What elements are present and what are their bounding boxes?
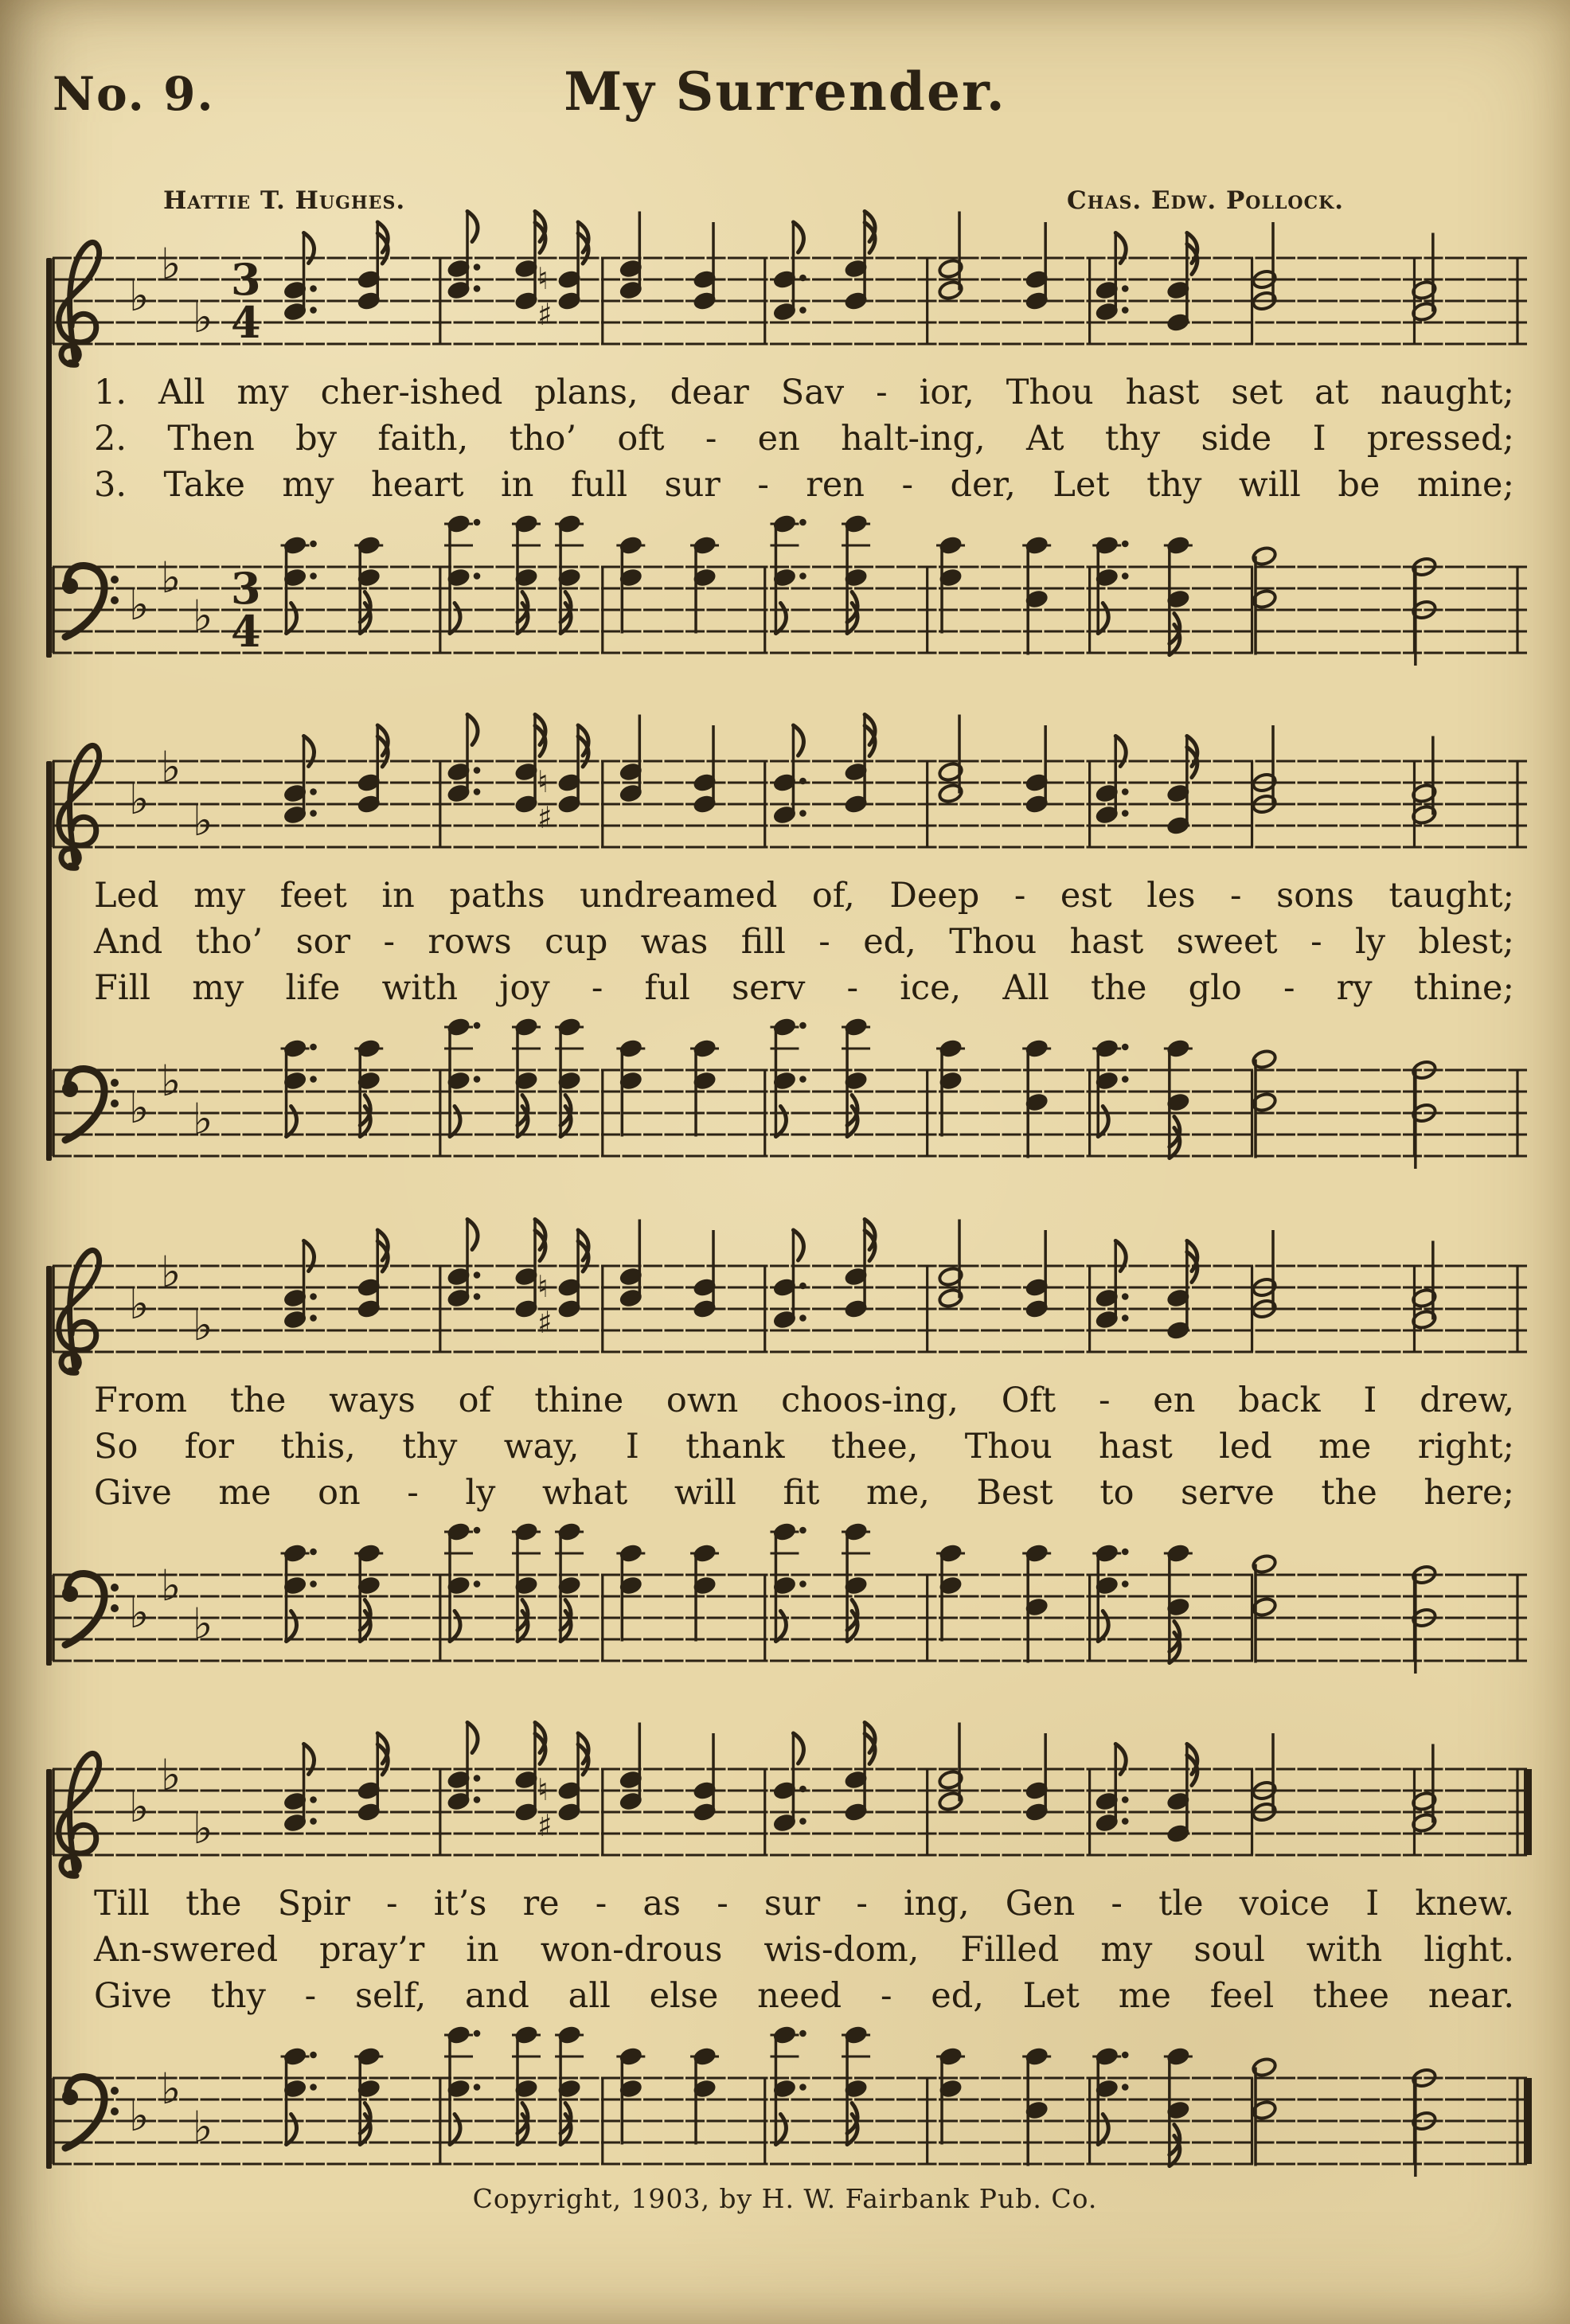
- svg-text:♭: ♭: [129, 271, 150, 321]
- svg-text:♭: ♭: [161, 239, 182, 289]
- svg-text:♭: ♭: [129, 1588, 150, 1638]
- treble-clef-icon: [59, 1250, 100, 1373]
- page-title: My Surrender.: [564, 61, 1006, 123]
- treble-staff: [41, 712, 1538, 871]
- svg-text:♭: ♭: [193, 795, 213, 846]
- hymn-number: No. 9.: [53, 67, 215, 121]
- treble-staff-lines: [53, 761, 1527, 847]
- notes: [283, 1723, 1437, 1844]
- system-barline: [46, 1769, 52, 2169]
- key-signature: [129, 742, 213, 846]
- lyricist-credit: Hattie T. Hughes.: [163, 186, 406, 215]
- bass-clef-icon: [62, 1068, 119, 1140]
- svg-text:♭: ♭: [193, 292, 213, 342]
- svg-text:♮: ♮: [537, 261, 549, 296]
- copyright-notice: Copyright, 1903, by H. W. Fairbank Pub. Co.: [472, 2183, 1098, 2214]
- svg-text:♭: ♭: [193, 1300, 213, 1350]
- bass-clef-icon: [62, 1573, 119, 1645]
- system-barline: [46, 1266, 52, 1666]
- notes: [283, 212, 1437, 333]
- treble-clef-icon: [59, 242, 100, 365]
- svg-text:♭: ♭: [193, 1599, 213, 1649]
- svg-text:♭: ♭: [161, 1560, 182, 1611]
- treble-staff-lines: [53, 1266, 1527, 1352]
- bass-staff: [41, 2022, 1538, 2205]
- lyric-line: So for this, thy way, I thank thee, Thou hast led me right;: [94, 1427, 1514, 1467]
- svg-text:♭: ♭: [161, 1750, 182, 1800]
- treble-clef-icon: [59, 1753, 100, 1876]
- bass-clef-icon: [62, 565, 119, 637]
- lyric-line: 2. Then by faith, tho’ oft - en halt-ing, At thy side I pressed;: [94, 419, 1514, 459]
- svg-text:♭: ♭: [193, 1094, 213, 1144]
- time-signature: [231, 254, 261, 348]
- bass-staff: [41, 1014, 1538, 1197]
- lyric-line: Give me on - ly what will fit me, Best to serve the here;: [94, 1473, 1514, 1513]
- svg-text:♯: ♯: [537, 1808, 553, 1843]
- treble-staff-lines: [53, 258, 1527, 344]
- notes: [283, 1220, 1437, 1341]
- composer-credit: Chas. Edw. Pollock.: [1067, 186, 1344, 215]
- hymn-system-1: [0, 209, 1570, 694]
- svg-text:♭: ♭: [161, 1056, 182, 1106]
- svg-text:♭: ♭: [193, 2102, 213, 2152]
- lyric-line: Till the Spir - it’s re - as - sur - ing, Gen - tle voice I knew.: [94, 1884, 1514, 1924]
- svg-text:♯: ♯: [537, 800, 553, 835]
- hymn-system-2: [0, 712, 1570, 1197]
- svg-text:3: 3: [231, 563, 261, 614]
- svg-text:♯: ♯: [537, 297, 553, 332]
- treble-staff-lines: [53, 1769, 1527, 1855]
- svg-text:♭: ♭: [129, 1279, 150, 1329]
- system-barline: [46, 258, 52, 658]
- svg-text:♭: ♭: [193, 591, 213, 641]
- lyrics-block: [94, 1377, 1514, 1516]
- svg-text:♯: ♯: [537, 1305, 553, 1340]
- notes: [281, 514, 1438, 666]
- time-signature: [231, 563, 261, 657]
- lyric-line: Fill my life with joy - ful serv - ice, All the glo - ry thine;: [94, 968, 1514, 1008]
- svg-text:4: 4: [231, 606, 261, 657]
- lyric-line: And tho’ sor - rows cup was fill - ed, Thou hast sweet - ly blest;: [94, 922, 1514, 962]
- svg-text:♭: ♭: [161, 2064, 182, 2114]
- treble-staff: [41, 1720, 1538, 1879]
- lyric-line: An-swered pray’r in won-drous wis-dom, Filled my soul with light.: [94, 1930, 1514, 1970]
- lyric-line: From the ways of thine own choos-ing, Oft - en back I drew,: [94, 1381, 1514, 1420]
- svg-text:♭: ♭: [129, 2091, 150, 2141]
- svg-text:♭: ♭: [129, 580, 150, 630]
- treble-staff: [41, 209, 1538, 368]
- lyric-line: 1. All my cher-ished plans, dear Sav - ior, Thou hast set at naught;: [94, 373, 1514, 412]
- lyric-line: Led my feet in paths undreamed of, Deep - est les - sons taught;: [94, 876, 1514, 916]
- svg-text:♮: ♮: [537, 1269, 549, 1304]
- notes: [283, 715, 1437, 836]
- key-signature: [129, 1247, 213, 1350]
- svg-text:♭: ♭: [161, 742, 182, 792]
- svg-text:♮: ♮: [537, 764, 549, 799]
- svg-text:♭: ♭: [129, 1083, 150, 1133]
- hymn-system-4: [0, 1720, 1570, 2205]
- treble-staff: [41, 1217, 1538, 1376]
- lyric-line: Give thy - self, and all else need - ed, Let me feel thee near.: [94, 1976, 1514, 2016]
- lyric-line: 3. Take my heart in full sur - ren - der, Let thy will be mine;: [94, 465, 1514, 505]
- svg-text:♭: ♭: [161, 553, 182, 603]
- lyrics-block: [94, 1881, 1514, 2019]
- svg-text:♮: ♮: [537, 1772, 549, 1807]
- svg-text:♭: ♭: [193, 1803, 213, 1853]
- treble-clef-icon: [59, 745, 100, 868]
- lyrics-block: [94, 369, 1514, 508]
- notes: [281, 2025, 1438, 2177]
- notes: [281, 1521, 1438, 1674]
- key-signature: [129, 1750, 213, 1853]
- svg-text:♭: ♭: [161, 1247, 182, 1297]
- svg-text:3: 3: [231, 254, 261, 305]
- system-barline: [46, 761, 52, 1161]
- bass-staff: [41, 511, 1538, 694]
- svg-text:4: 4: [231, 297, 261, 348]
- svg-text:♭: ♭: [129, 1782, 150, 1832]
- svg-text:♭: ♭: [129, 774, 150, 824]
- lyrics-block: [94, 873, 1514, 1011]
- bass-clef-icon: [62, 2076, 119, 2148]
- hymn-system-3: [0, 1217, 1570, 1702]
- notes: [281, 1017, 1438, 1169]
- key-signature: [129, 239, 213, 342]
- bass-staff: [41, 1519, 1538, 1702]
